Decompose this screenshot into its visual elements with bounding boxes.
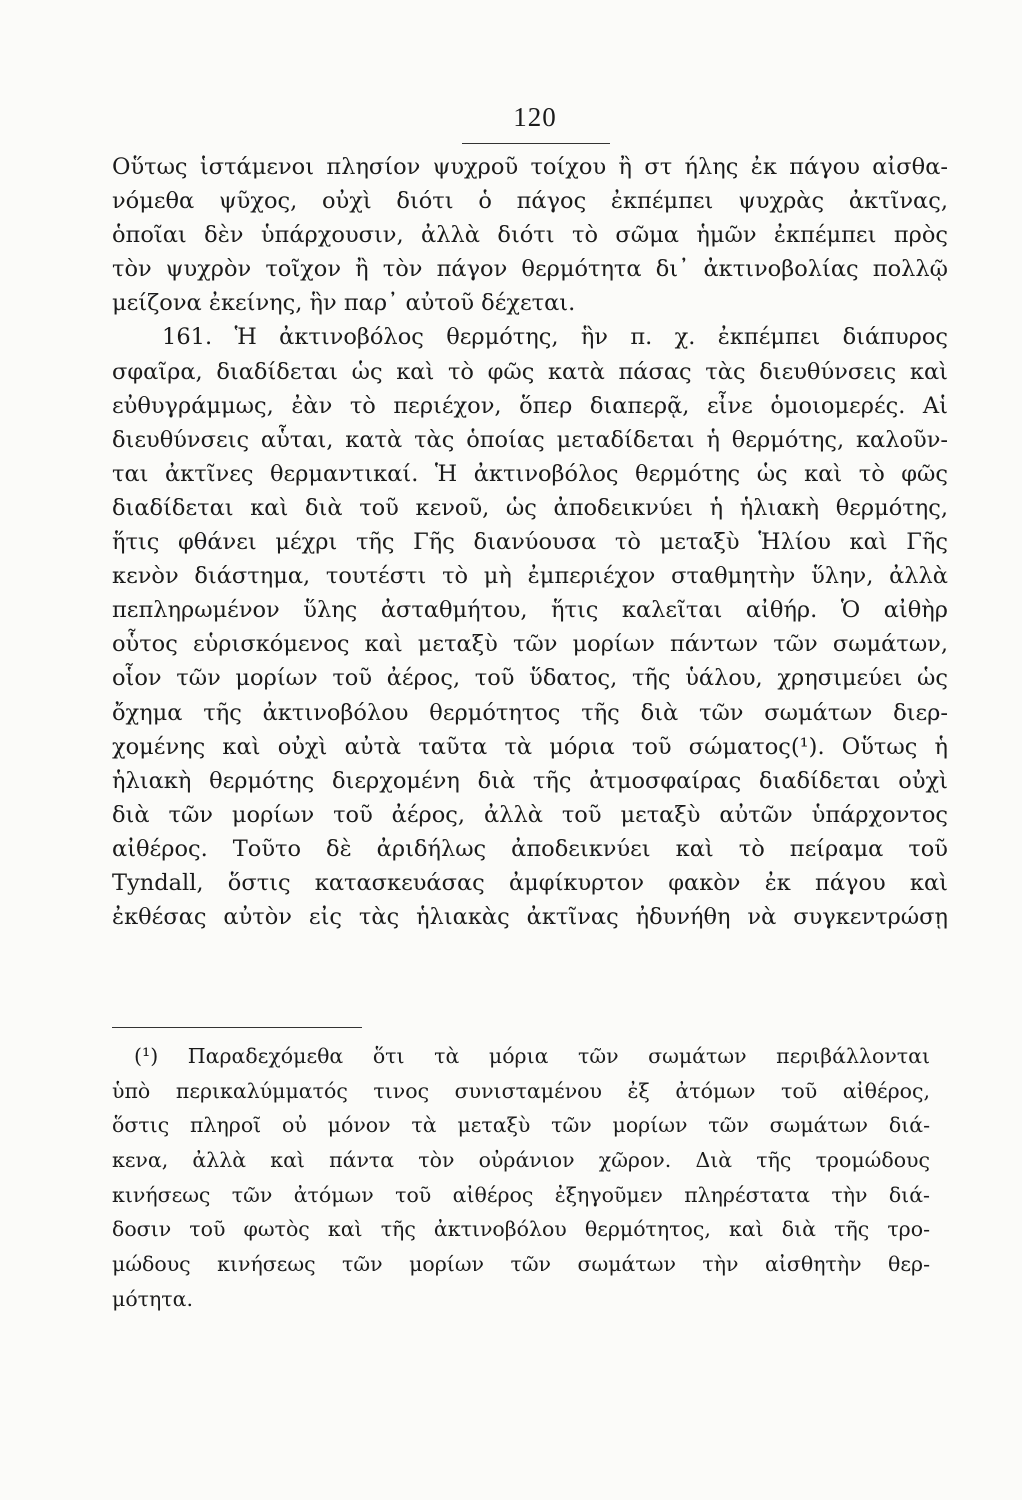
footnote [112, 1039, 930, 1317]
footnote-line: (¹) Παραδεχόμεθα ὅτι τὰ μόρια τῶν σωμάτων περιβάλλονται [134, 1044, 930, 1068]
footnote-rule [112, 1027, 362, 1028]
text-line: ἐκθέσας αὐτὸν εἰς τὰς ἡλιακὰς ἀκτῖνας ἠδυνήθη νὰ συγκεντρώσῃ [112, 904, 948, 931]
text-line: σφαῖρα, διαδίδεται ὡς καὶ τὸ φῶς κατὰ πάσας τὰς διευθύνσεις καὶ [112, 358, 948, 385]
text-line: Οὕτως ἱστάμενοι πλησίον ψυχροῦ τοίχου ἢ στ ήλης ἐκ πάγου αἰσθα- [112, 154, 948, 180]
footnote-line: ὑπὸ περικαλύμματός τινος συνισταμένου ἐξ ἀτόμων τοῦ αἰθέρος, [112, 1078, 930, 1103]
text-line: μείζονα ἐκείνης, ἣν παρ᾽ αὐτοῦ δέχεται. [112, 290, 576, 317]
text-line: χομένης καὶ οὐχὶ αὐτὰ ταῦτα τὰ μόρια τοῦ σώματος(¹). Οὕτως ἡ [112, 733, 948, 760]
text-line: αἰθέρος. Τοῦτο δὲ ἀριδήλως ἀποδεικνύει καὶ τὸ πείραμα τοῦ [112, 835, 948, 862]
main-text [112, 150, 948, 934]
text-line: οὗτος εὑρισκόμενος καὶ μεταξὺ τῶν μορίων πάντων τῶν σωμάτων, [112, 631, 948, 658]
text-line: νόμεθα ψῦχος, οὐχὶ διότι ὁ πάγος ἐκπέμπει ψυχρὰς ἀκτῖνας, [112, 188, 948, 215]
text-line: τὸν ψυχρὸν τοῖχον ἢ τὸν πάγον θερμότητα δι᾽ ἀκτινοβολίας πολλῷ [112, 256, 948, 283]
footnote-line: κενα, ἀλλὰ καὶ πάντα τὸν οὐράνιον χῶρον. Διὰ τῆς τρομώδους [112, 1148, 930, 1173]
text-line: 161. Ἡ ἀκτινοβόλος θερμότης, ἣν π. χ. ἐκπέμπει διάπυρος [162, 324, 948, 351]
text-line: κενὸν διάστημα, τουτέστι τὸ μὴ ἐμπεριέχον σταθμητὴν ὕλην, ἀλλὰ [112, 563, 948, 590]
text-line: Tyndall, ὅστις κατασκευάσας ἀμφίκυρτον φακὸν ἐκ πάγου καὶ [112, 869, 948, 896]
header-rule [462, 143, 610, 144]
footnote-line: κινήσεως τῶν ἀτόμων τοῦ αἰθέρος ἐξηγοῦμεν πληρέστατα τὴν διά- [112, 1182, 930, 1207]
text-line: πεπληρωμένον ὕλης ἀσταθμήτου, ἥτις καλεῖται αἰθήρ. Ὁ αἰθὴρ [112, 597, 948, 624]
footnote-line: μότητα. [112, 1286, 193, 1311]
footnote-line: μώδους κινήσεως τῶν μορίων τῶν σωμάτων τὴν αἰσθητὴν θερ- [112, 1252, 930, 1277]
text-line: ἡλιακὴ θερμότης διερχομένη διὰ τῆς ἀτμοσφαίρας διαδίδεται οὐχὶ [112, 767, 948, 794]
text-line: εὐθυγράμμως, ἐὰν τὸ περιέχον, ὅπερ διαπερᾷ, εἶνε ὁμοιομερές. Αἱ [112, 392, 948, 419]
footnote-line: δοσιν τοῦ φωτὸς καὶ τῆς ἀκτινοβόλου θερμότητος, καὶ διὰ τῆς τρο- [112, 1217, 930, 1242]
text-line: διὰ τῶν μορίων τοῦ ἀέρος, ἀλλὰ τοῦ μεταξὺ αὐτῶν ὑπάρχοντος [112, 801, 948, 828]
text-line: ὁποῖαι δὲν ὑπάρχουσιν, ἀλλὰ διότι τὸ σῶμα ἡμῶν ἐκπέμπει πρὸς [112, 222, 948, 249]
footnote-line: ὅστις πληροῖ οὐ μόνον τὰ μεταξὺ τῶν μορίων τῶν σωμάτων διά- [112, 1113, 930, 1138]
text-line: ἥτις φθάνει μέχρι τῆς Γῆς διανύουσα τὸ μεταξὺ Ἡλίου καὶ Γῆς [112, 529, 948, 556]
page-number: 120 [513, 102, 557, 132]
text-line: διευθύνσεις αὗται, κατὰ τὰς ὁποίας μεταδίδεται ἡ θερμότης, καλοῦν- [112, 426, 948, 453]
text-line: ὄχημα τῆς ἀκτινοβόλου θερμότητος τῆς διὰ τῶν σωμάτων διερ- [112, 699, 948, 726]
text-line: οἷον τῶν μορίων τοῦ ἀέρος, τοῦ ὕδατος, τῆς ὑάλου, χρησιμεύει ὡς [112, 665, 948, 692]
text-line: διαδίδεται καὶ διὰ τοῦ κενοῦ, ὡς ἀποδεικνύει ἡ ἡλιακὴ θερμότης, [112, 494, 948, 521]
text-line: ται ἀκτῖνες θερμαντικαί. Ἡ ἀκτινοβόλος θερμότης ὡς καὶ τὸ φῶς [112, 460, 948, 487]
